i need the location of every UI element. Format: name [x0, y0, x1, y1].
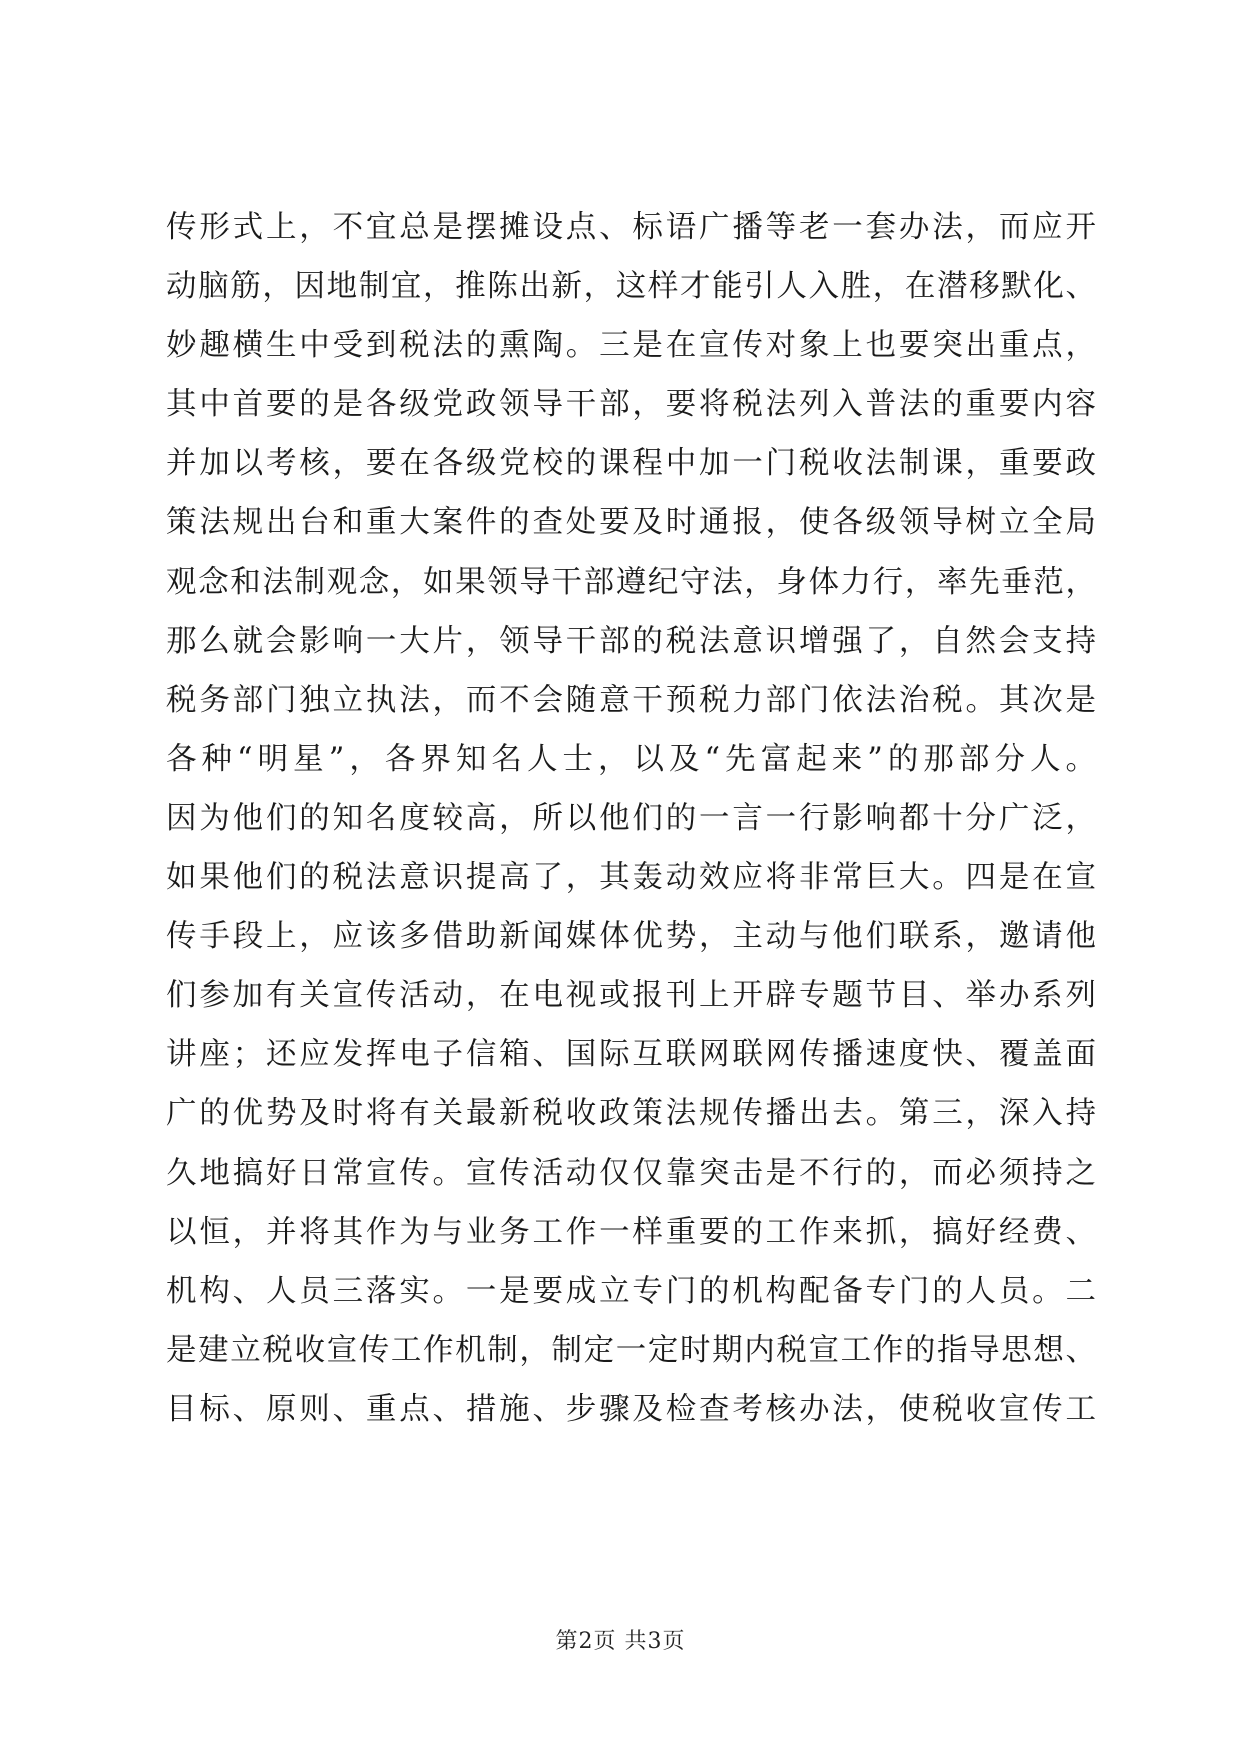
- page-number-footer: 第2页 共3页: [555, 1629, 686, 1654]
- text-line: 并加以考核，要在各级党校的课程中加一门税收法制课，重要政: [166, 446, 1096, 482]
- text-line: 那么就会影响一大片，领导干部的税法意识增强了，自然会支持: [166, 623, 1096, 659]
- text-line: 因为他们的知名度较高，所以他们的一言一行影响都十分广泛，: [166, 800, 1096, 836]
- text-line: 广的优势及时将有关最新税收政策法规传播出去。第三，深入持: [166, 1096, 1096, 1132]
- text-line: 讲座；还应发挥电子信箱、国际互联网联网传播速度快、覆盖面: [166, 1037, 1096, 1073]
- text-line: 其中首要的是各级党政领导干部，要将税法列入普法的重要内容: [166, 387, 1096, 423]
- text-line: 是建立税收宣传工作机制，制定一定时期内税宣工作的指导思想、: [166, 1332, 1096, 1368]
- text-line: 观念和法制观念，如果领导干部遵纪守法，身体力行，率先垂范，: [166, 564, 1096, 600]
- text-line: 机构、人员三落实。一是要成立专门的机构配备专门的人员。二: [166, 1273, 1096, 1309]
- text-line: 妙趣横生中受到税法的熏陶。三是在宣传对象上也要突出重点，: [166, 328, 1096, 364]
- text-line: 税务部门独立执法，而不会随意干预税力部门依法治税。其次是: [166, 682, 1096, 718]
- text-line: 如果他们的税法意识提高了，其轰动效应将非常巨大。四是在宣: [166, 860, 1096, 896]
- body-paragraph: [166, 198, 1096, 1439]
- text-line: 传手段上，应该多借助新闻媒体优势，主动与他们联系，邀请他: [166, 919, 1096, 955]
- text-line: 各种“明星”，各界知名人士，以及“先富起来”的那部分人。: [166, 741, 1096, 777]
- text-line: 传形式上，不宜总是摆摊设点、标语广播等老一套办法，而应开: [166, 210, 1096, 245]
- text-line: 久地搞好日常宣传。宣传活动仅仅靠突击是不行的，而必须持之: [166, 1155, 1096, 1191]
- text-line: 目标、原则、重点、措施、步骤及检查考核办法，使税收宣传工: [166, 1391, 1096, 1427]
- text-line: 们参加有关宣传活动，在电视或报刊上开辟专题节目、举办系列: [166, 978, 1096, 1014]
- text-line: 动脑筋，因地制宜，推陈出新，这样才能引人入胜，在潜移默化、: [166, 269, 1096, 305]
- text-line: 以恒，并将其作为与业务工作一样重要的工作来抓，搞好经费、: [166, 1214, 1096, 1250]
- text-line: 策法规出台和重大案件的查处要及时通报，使各级领导树立全局: [166, 505, 1096, 541]
